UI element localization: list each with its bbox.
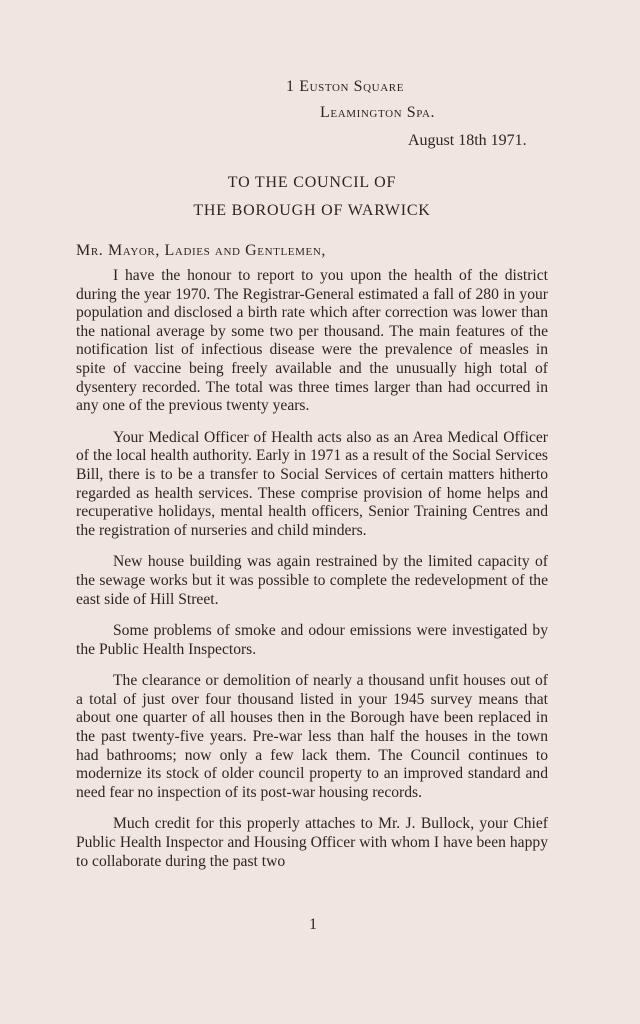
address-line-2: Leamington Spa. [320, 104, 436, 121]
salutation: Mr. Mayor, Ladies and Gentlemen, [76, 242, 326, 259]
heading-line-2: THE BOROUGH OF WARWICK [193, 202, 431, 219]
paragraph-5: The clearance or demolition of nearly a thousand unfit houses out of a total of just over four thousand listed in your 1945 survey means that about one quarter of all houses then in the Borough have been replaced in the past twenty-five years. Pre-war less than half the houses in the town had bathrooms; now only a few lack them. The Council continues to modernize its stock of older council property to an improved standard and need fear no inspection of its post-war housing records. [76, 672, 548, 801]
paragraph-3: New house building was again restrained by the limited capacity of the sewage works but it was possible to complete the redevelopment of the east side of Hill Street. [76, 553, 548, 608]
paragraph-1: I have the honour to report to you upon the health of the district during the year 1970. The Registrar-General estimated a fall of 280 in your population and disclosed a birth rate which after correction was lower than the national average by some two per thousand. The main features of the notification list of infectious disease were the prevalence of measles in spite of vaccine being freely available and the unusually high total of dysentery recorded. The total was three times larger than had occurred in any one of the previous twenty years. [76, 267, 548, 415]
paragraph-2: Your Medical Officer of Health acts also as an Area Medical Officer of the local health authority. Early in 1971 as a result of the Social Services Bill, there is to be a transfer to Social Services of certain matters hitherto regarded as health services. These comprise provision of home helps and recuperative holidays, mental health officers, Senior Training Centres and the registration of nurseries and child minders. [76, 428, 548, 539]
report-body [76, 267, 548, 884]
page-number: 1 [309, 916, 317, 933]
letter-date: August 18th 1971. [408, 132, 527, 149]
paragraph-4: Some problems of smoke and odour emissions were investigated by the Public Health Inspectors. [76, 622, 548, 658]
address-line-1: 1 Euston Square [286, 78, 405, 95]
paragraph-6: Much credit for this properly attaches to Mr. J. Bullock, your Chief Public Health Inspector and Housing Officer with whom I have been happy to collaborate during the past two [76, 815, 548, 870]
heading-line-1: TO THE COUNCIL OF [227, 174, 397, 191]
